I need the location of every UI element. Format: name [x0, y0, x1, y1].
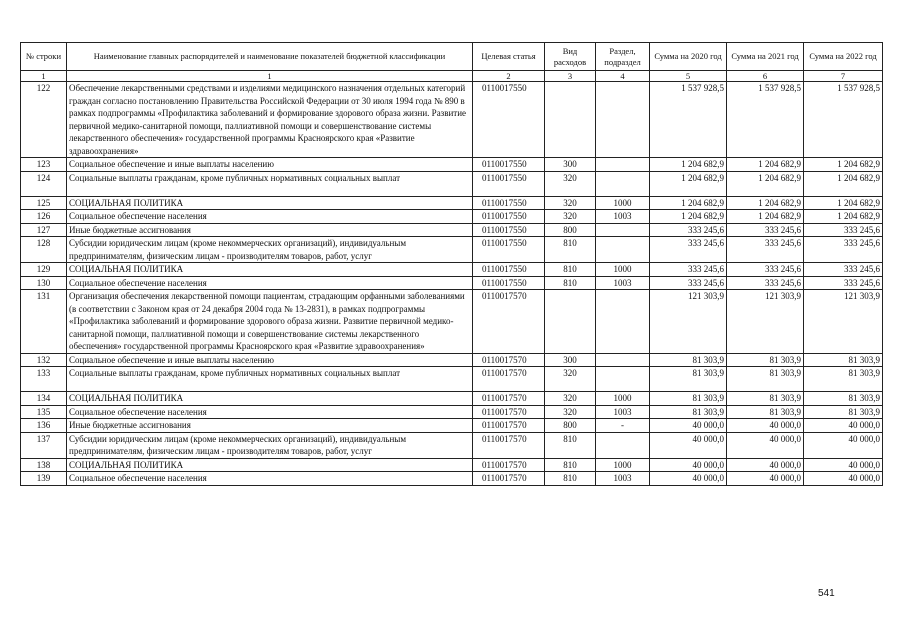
sum-2022: 40 000,0 [804, 472, 883, 486]
target-article: 0110017570 [473, 367, 545, 392]
row-number: 139 [21, 472, 67, 486]
expense-type: 320 [545, 210, 596, 224]
expense-type: 810 [545, 276, 596, 290]
sum-2022: 333 245,6 [804, 276, 883, 290]
column-number-row [21, 71, 883, 82]
target-article: 0110017570 [473, 458, 545, 472]
expense-type: 800 [545, 223, 596, 237]
sum-2020: 1 204 682,9 [650, 158, 727, 172]
sum-2021: 1 537 928,5 [727, 82, 804, 158]
row-number: 127 [21, 223, 67, 237]
row-name: Обеспечение лекарственными средствами и изделиями медицинского назначения отдельных категорий граждан согласно постановлению Правительства Российской Федерации от 30 июля 1994 года № 890 в рамках подпрограммы «Профилактика заболеваний и формирование здорового образа жизни. Развитие первичной медико-санитарной помощи, паллиативной помощи и совершенствование системы лекарственного обеспечения» государственной программы Красноярского края «Развитие здравоохранения» [67, 82, 473, 158]
expense-type: 320 [545, 405, 596, 419]
header-name: Наименование главных распорядителей и наименование показателей бюджетной классификации [67, 43, 473, 71]
column-number: 1 [67, 71, 473, 82]
sum-2021: 333 245,6 [727, 276, 804, 290]
row-number: 128 [21, 237, 67, 263]
section-code: 1000 [596, 263, 650, 277]
expense-type [545, 290, 596, 354]
sum-2020: 1 204 682,9 [650, 210, 727, 224]
row-name: Социальное обеспечение населения [67, 472, 473, 486]
expense-type: 810 [545, 472, 596, 486]
row-number: 137 [21, 432, 67, 458]
section-code: 1000 [596, 196, 650, 210]
row-number: 134 [21, 392, 67, 406]
expense-type: 300 [545, 158, 596, 172]
sum-2020: 333 245,6 [650, 223, 727, 237]
table-row [21, 276, 883, 290]
header-row-number: № строки [21, 43, 67, 71]
target-article: 0110017570 [473, 472, 545, 486]
sum-2022: 1 204 682,9 [804, 171, 883, 196]
sum-2020: 81 303,9 [650, 392, 727, 406]
table-row [21, 367, 883, 392]
expense-type: 800 [545, 419, 596, 433]
section-code [596, 237, 650, 263]
row-number: 126 [21, 210, 67, 224]
target-article: 0110017570 [473, 353, 545, 367]
sum-2020: 81 303,9 [650, 353, 727, 367]
sum-2022: 40 000,0 [804, 458, 883, 472]
page-number: 541 [818, 588, 835, 599]
sum-2020: 1 537 928,5 [650, 82, 727, 158]
row-name: Субсидии юридическим лицам (кроме некоммерческих организаций), индивидуальным предпринимателям, физическим лицам - производителям товаров, работ, услуг [67, 237, 473, 263]
target-article: 0110017550 [473, 237, 545, 263]
sum-2021: 1 204 682,9 [727, 158, 804, 172]
target-article: 0110017550 [473, 171, 545, 196]
target-article: 0110017550 [473, 82, 545, 158]
section-code [596, 171, 650, 196]
table-row [21, 263, 883, 277]
row-number: 132 [21, 353, 67, 367]
table-row [21, 223, 883, 237]
sum-2022: 81 303,9 [804, 392, 883, 406]
header-sum-2022: Сумма на 2022 год [804, 43, 883, 71]
table-row [21, 290, 883, 354]
sum-2022: 81 303,9 [804, 353, 883, 367]
table-row [21, 237, 883, 263]
expense-type: 810 [545, 237, 596, 263]
sum-2020: 81 303,9 [650, 405, 727, 419]
expense-type: 810 [545, 458, 596, 472]
table-row [21, 419, 883, 433]
sum-2021: 40 000,0 [727, 458, 804, 472]
expense-type: 320 [545, 392, 596, 406]
section-code [596, 290, 650, 354]
table-row [21, 472, 883, 486]
sum-2020: 40 000,0 [650, 458, 727, 472]
target-article: 0110017570 [473, 419, 545, 433]
row-number: 124 [21, 171, 67, 196]
table-row [21, 171, 883, 196]
sum-2021: 1 204 682,9 [727, 196, 804, 210]
table-row [21, 82, 883, 158]
expense-type: 320 [545, 196, 596, 210]
row-number: 136 [21, 419, 67, 433]
sum-2021: 121 303,9 [727, 290, 804, 354]
table-body [21, 82, 883, 486]
section-code: 1003 [596, 276, 650, 290]
row-number: 123 [21, 158, 67, 172]
sum-2020: 1 204 682,9 [650, 171, 727, 196]
expense-type: 300 [545, 353, 596, 367]
row-number: 138 [21, 458, 67, 472]
sum-2022: 40 000,0 [804, 419, 883, 433]
column-number: 5 [650, 71, 727, 82]
row-number: 125 [21, 196, 67, 210]
row-name: Субсидии юридическим лицам (кроме некоммерческих организаций), индивидуальным предпринимателям, физическим лицам - производителям товаров, работ, услуг [67, 432, 473, 458]
sum-2020: 121 303,9 [650, 290, 727, 354]
target-article: 0110017550 [473, 263, 545, 277]
sum-2022: 121 303,9 [804, 290, 883, 354]
column-number: 6 [727, 71, 804, 82]
target-article: 0110017550 [473, 223, 545, 237]
column-number: 1 [21, 71, 67, 82]
section-code [596, 223, 650, 237]
row-number: 131 [21, 290, 67, 354]
sum-2022: 81 303,9 [804, 367, 883, 392]
sum-2022: 1 204 682,9 [804, 210, 883, 224]
sum-2021: 333 245,6 [727, 237, 804, 263]
row-name: Иные бюджетные ассигнования [67, 419, 473, 433]
header-sum-2020: Сумма на 2020 год [650, 43, 727, 71]
sum-2022: 333 245,6 [804, 263, 883, 277]
target-article: 0110017570 [473, 405, 545, 419]
sum-2021: 333 245,6 [727, 263, 804, 277]
sum-2022: 333 245,6 [804, 223, 883, 237]
row-name: СОЦИАЛЬНАЯ ПОЛИТИКА [67, 458, 473, 472]
row-name: Социальное обеспечение населения [67, 210, 473, 224]
table-row [21, 158, 883, 172]
expense-type: 320 [545, 367, 596, 392]
row-name: СОЦИАЛЬНАЯ ПОЛИТИКА [67, 196, 473, 210]
row-number: 135 [21, 405, 67, 419]
row-name: Иные бюджетные ассигнования [67, 223, 473, 237]
section-code [596, 158, 650, 172]
row-number: 130 [21, 276, 67, 290]
sum-2021: 333 245,6 [727, 223, 804, 237]
target-article: 0110017550 [473, 196, 545, 210]
header-target-article: Целевая статья [473, 43, 545, 71]
row-number: 122 [21, 82, 67, 158]
sum-2022: 333 245,6 [804, 237, 883, 263]
sum-2020: 40 000,0 [650, 472, 727, 486]
expense-type: 810 [545, 263, 596, 277]
row-name: Социальное обеспечение населения [67, 276, 473, 290]
row-name: Социальное обеспечение и иные выплаты населению [67, 158, 473, 172]
target-article: 0110017570 [473, 392, 545, 406]
row-name: Социальное обеспечение и иные выплаты населению [67, 353, 473, 367]
column-number: 3 [545, 71, 596, 82]
sum-2022: 1 204 682,9 [804, 196, 883, 210]
row-name: Организация обеспечения лекарственной помощи пациентам, страдающим орфанными заболеваниями (в соответствии с Законом края от 24 декабря 2004 года № 13-2831), в рамках подпрограммы «Профилактика заболеваний и формирование здорового образа жизни. Развитие первичной медико-санитарной помощи, паллиативной помощи и совершенствование системы лекарственного обеспечения» государственной программы Красноярского края «Развитие здравоохранения» [67, 290, 473, 354]
sum-2020: 333 245,6 [650, 263, 727, 277]
section-code [596, 353, 650, 367]
table-row [21, 458, 883, 472]
table-row [21, 432, 883, 458]
sum-2021: 81 303,9 [727, 405, 804, 419]
sum-2021: 81 303,9 [727, 353, 804, 367]
section-code [596, 367, 650, 392]
row-name: СОЦИАЛЬНАЯ ПОЛИТИКА [67, 263, 473, 277]
sum-2020: 1 204 682,9 [650, 196, 727, 210]
sum-2020: 333 245,6 [650, 276, 727, 290]
expense-type [545, 82, 596, 158]
sum-2020: 40 000,0 [650, 432, 727, 458]
header-row [21, 43, 883, 71]
header-expense-type: Вид расходов [545, 43, 596, 71]
sum-2021: 40 000,0 [727, 432, 804, 458]
row-number: 133 [21, 367, 67, 392]
sum-2021: 40 000,0 [727, 419, 804, 433]
sum-2021: 81 303,9 [727, 367, 804, 392]
table-row [21, 392, 883, 406]
sum-2022: 81 303,9 [804, 405, 883, 419]
section-code: 1000 [596, 392, 650, 406]
expense-type: 810 [545, 432, 596, 458]
header-section: Раздел, подраздел [596, 43, 650, 71]
header-sum-2021: Сумма на 2021 год [727, 43, 804, 71]
sum-2021: 81 303,9 [727, 392, 804, 406]
sum-2020: 40 000,0 [650, 419, 727, 433]
sum-2021: 1 204 682,9 [727, 210, 804, 224]
section-code [596, 82, 650, 158]
expense-type: 320 [545, 171, 596, 196]
table-row [21, 405, 883, 419]
target-article: 0110017570 [473, 432, 545, 458]
row-name: Социальное обеспечение населения [67, 405, 473, 419]
sum-2021: 1 204 682,9 [727, 171, 804, 196]
column-number: 4 [596, 71, 650, 82]
target-article: 0110017570 [473, 290, 545, 354]
section-code: 1000 [596, 458, 650, 472]
sum-2022: 40 000,0 [804, 432, 883, 458]
row-name: СОЦИАЛЬНАЯ ПОЛИТИКА [67, 392, 473, 406]
sum-2022: 1 537 928,5 [804, 82, 883, 158]
table-row [21, 210, 883, 224]
row-name: Социальные выплаты гражданам, кроме публичных нормативных социальных выплат [67, 171, 473, 196]
target-article: 0110017550 [473, 276, 545, 290]
table-row [21, 353, 883, 367]
row-number: 129 [21, 263, 67, 277]
sum-2020: 333 245,6 [650, 237, 727, 263]
budget-table [20, 42, 883, 486]
target-article: 0110017550 [473, 158, 545, 172]
section-code: 1003 [596, 472, 650, 486]
section-code: - [596, 419, 650, 433]
column-number: 7 [804, 71, 883, 82]
section-code [596, 432, 650, 458]
sum-2020: 81 303,9 [650, 367, 727, 392]
row-name: Социальные выплаты гражданам, кроме публичных нормативных социальных выплат [67, 367, 473, 392]
sum-2022: 1 204 682,9 [804, 158, 883, 172]
target-article: 0110017550 [473, 210, 545, 224]
section-code: 1003 [596, 405, 650, 419]
sum-2021: 40 000,0 [727, 472, 804, 486]
column-number: 2 [473, 71, 545, 82]
section-code: 1003 [596, 210, 650, 224]
table-row [21, 196, 883, 210]
